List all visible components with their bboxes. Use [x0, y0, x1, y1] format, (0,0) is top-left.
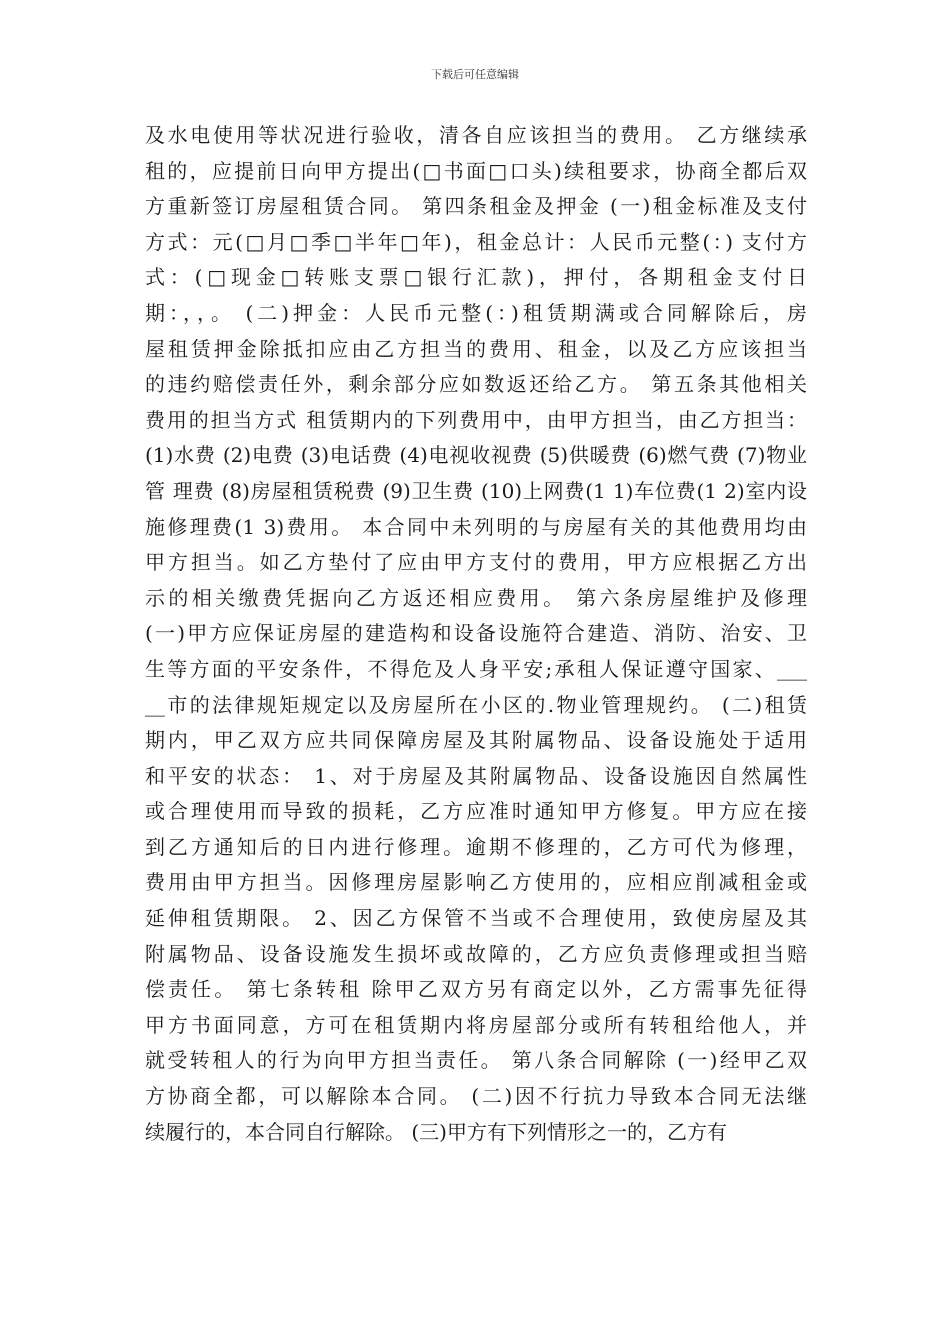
text-line: 和平安的状态： 1、对于房屋及其附属物品、设备设施因自然属性	[145, 763, 807, 788]
text-line: (1)水费 (2)电费 (3)电话费 (4)电视收视费 (5)供暖费 (6)燃气费 (7)物业	[145, 443, 807, 468]
page-header: 下载后可任意编辑	[431, 68, 519, 81]
text-line: 期内，甲乙双方应共同保障房屋及其附属物品、设备设施处于适用	[145, 728, 807, 753]
text-line: 费用的担当方式 租赁期内的下列费用中，由甲方担当，由乙方担当：	[145, 407, 807, 432]
text-line: 甲方担当。如乙方垫付了应由甲方支付的费用，甲方应根据乙方出	[145, 550, 807, 575]
text-line: 屋租赁押金除抵扣应由乙方担当的费用、租金，以及乙方应该担当	[145, 336, 807, 361]
text-line: 及水电使用等状况进行验收，清各自应该担当的费用。 乙方继续承	[145, 123, 807, 147]
text-line: 附属物品、设备设施发生损坏或故障的，乙方应负责修理或担当赔	[145, 941, 807, 966]
text-line: 的违约赔偿责任外，剩余部分应如数返还给乙方。 第五条其他相关	[145, 372, 807, 397]
text-line: 方式：元(□月□季□半年□年)，租金总计：人民币元整(：) 支付方	[145, 229, 807, 254]
text-line: 施修理费(1 3)费用。 本合同中未列明的与房屋有关的其他费用均由	[145, 514, 807, 539]
text-line: (一)甲方应保证房屋的建造构和设备设施符合建造、消防、治安、卫	[145, 621, 807, 646]
text-line: 式：(□现金□转账支票□银行汇款)，押付，各期租金支付日	[145, 265, 807, 290]
text-line: 续履行的，本合同自行解除。 (三)甲方有下列情形之一的，乙方有	[145, 1119, 727, 1144]
text-line: 生等方面的平安条件，不得危及人身平安;承租人保证遵守国家、___	[145, 656, 807, 681]
text-line: 管 理费 (8)房屋租赁税费 (9)卫生费 (10)上网费(1 1)车位费(1 2)室内设	[145, 478, 807, 503]
text-line: 期：，，。 (二)押金：人民币元整(：)租赁期满或合同解除后，房	[145, 300, 807, 325]
text-line: 方重新签订房屋租赁合同。 第四条租金及押金 (一)租金标准及支付	[145, 194, 807, 219]
contract-body-text	[145, 118, 807, 1150]
text-line: 费用由甲方担当。因修理房屋影响乙方使用的，应相应削减租金或	[145, 870, 807, 895]
text-line: 示的相关缴费凭据向乙方返还相应费用。 第六条房屋维护及修理	[145, 585, 807, 610]
text-line: 方协商全都，可以解除本合同。 (二)因不行抗力导致本合同无法继	[145, 1084, 807, 1109]
text-line: 偿责任。 第七条转租 除甲乙双方另有商定以外，乙方需事先征得	[145, 977, 807, 1002]
text-line: __市的法律规矩规定以及房屋所在小区的.物业管理规约。 (二)租赁	[145, 692, 807, 717]
text-line: 租的，应提前日向甲方提出(□书面□口头)续租要求，协商全都后双	[145, 158, 807, 183]
text-line: 就受转租人的行为向甲方担当责任。 第八条合同解除 (一)经甲乙双	[145, 1048, 807, 1073]
text-line: 到乙方通知后的日内进行修理。逾期不修理的，乙方可代为修理，	[145, 834, 807, 859]
text-line: 或合理使用而导致的损耗，乙方应准时通知甲方修复。甲方应在接	[145, 799, 807, 824]
text-line: 延伸租赁期限。 2、因乙方保管不当或不合理使用，致使房屋及其	[145, 906, 807, 931]
text-line: 甲方书面同意，方可在租赁期内将房屋部分或所有转租给他人，并	[145, 1012, 807, 1037]
